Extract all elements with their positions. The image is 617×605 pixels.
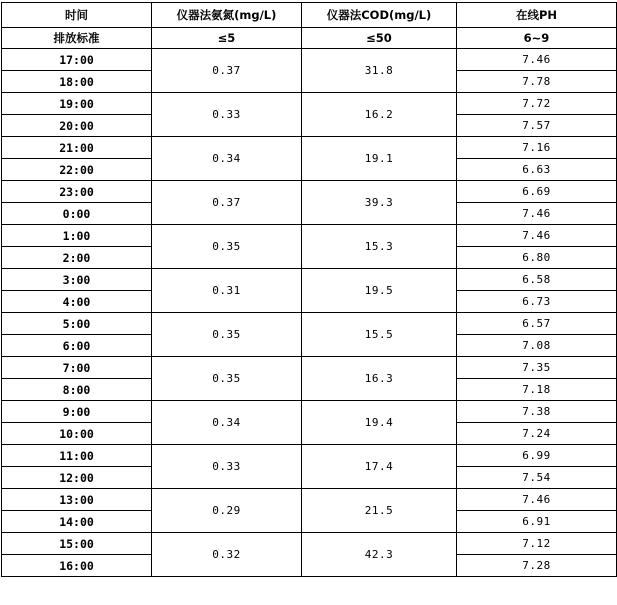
ph-cell: 7.35 [457,357,617,379]
ph-cell: 7.16 [457,137,617,159]
cod-cell: 42.3 [302,533,457,577]
time-cell: 3:00 [2,269,152,291]
ammonia-cell: 0.34 [152,401,302,445]
time-cell: 14:00 [2,511,152,533]
cod-cell: 19.5 [302,269,457,313]
ph-cell: 7.72 [457,93,617,115]
header-ammonia: 仪器法氨氮(mg/L) [152,3,302,28]
time-cell: 5:00 [2,313,152,335]
time-cell: 11:00 [2,445,152,467]
ammonia-cell: 0.31 [152,269,302,313]
standard-ph: 6~9 [457,28,617,49]
ammonia-cell: 0.29 [152,489,302,533]
table-row [2,49,617,71]
time-cell: 20:00 [2,115,152,137]
ph-cell: 7.24 [457,423,617,445]
time-cell: 6:00 [2,335,152,357]
ph-cell: 7.78 [457,71,617,93]
standard-cod: ≤50 [302,28,457,49]
table-body [2,49,617,577]
time-cell: 9:00 [2,401,152,423]
table-row [2,401,617,423]
ph-cell: 6.91 [457,511,617,533]
ph-cell: 7.46 [457,203,617,225]
header-time: 时间 [2,3,152,28]
table-row [2,225,617,247]
ph-cell: 6.57 [457,313,617,335]
table-row [2,181,617,203]
time-cell: 17:00 [2,49,152,71]
header-cod: 仪器法COD(mg/L) [302,3,457,28]
cod-cell: 31.8 [302,49,457,93]
ph-cell: 6.80 [457,247,617,269]
table-row [2,357,617,379]
time-cell: 15:00 [2,533,152,555]
standard-label: 排放标准 [2,28,152,49]
table-row [2,445,617,467]
time-cell: 7:00 [2,357,152,379]
ph-cell: 7.46 [457,489,617,511]
cod-cell: 39.3 [302,181,457,225]
table-row [2,269,617,291]
time-cell: 21:00 [2,137,152,159]
time-cell: 1:00 [2,225,152,247]
ph-cell: 6.58 [457,269,617,291]
ph-cell: 7.46 [457,225,617,247]
monitoring-table [1,2,617,577]
ph-cell: 7.38 [457,401,617,423]
cod-cell: 16.2 [302,93,457,137]
cod-cell: 19.1 [302,137,457,181]
ammonia-cell: 0.35 [152,225,302,269]
cod-cell: 17.4 [302,445,457,489]
ph-cell: 7.54 [457,467,617,489]
cod-cell: 21.5 [302,489,457,533]
ammonia-cell: 0.33 [152,93,302,137]
time-cell: 12:00 [2,467,152,489]
ph-cell: 6.99 [457,445,617,467]
cod-cell: 15.3 [302,225,457,269]
table-row [2,313,617,335]
ph-cell: 7.08 [457,335,617,357]
time-cell: 22:00 [2,159,152,181]
ammonia-cell: 0.35 [152,313,302,357]
header-ph: 在线PH [457,3,617,28]
ammonia-cell: 0.37 [152,49,302,93]
ph-cell: 7.46 [457,49,617,71]
time-cell: 0:00 [2,203,152,225]
time-cell: 10:00 [2,423,152,445]
cod-cell: 19.4 [302,401,457,445]
ammonia-cell: 0.33 [152,445,302,489]
ph-cell: 6.69 [457,181,617,203]
ammonia-cell: 0.35 [152,357,302,401]
ammonia-cell: 0.37 [152,181,302,225]
ph-cell: 7.57 [457,115,617,137]
standard-ammonia: ≤5 [152,28,302,49]
time-cell: 23:00 [2,181,152,203]
header-row [2,3,617,28]
cod-cell: 16.3 [302,357,457,401]
table-row [2,533,617,555]
ammonia-cell: 0.32 [152,533,302,577]
ph-cell: 7.28 [457,555,617,577]
time-cell: 4:00 [2,291,152,313]
ph-cell: 7.18 [457,379,617,401]
time-cell: 19:00 [2,93,152,115]
cod-cell: 15.5 [302,313,457,357]
ph-cell: 6.73 [457,291,617,313]
table-row [2,93,617,115]
table-row [2,137,617,159]
time-cell: 18:00 [2,71,152,93]
standard-row [2,28,617,49]
time-cell: 8:00 [2,379,152,401]
time-cell: 13:00 [2,489,152,511]
ammonia-cell: 0.34 [152,137,302,181]
table-row [2,489,617,511]
ph-cell: 7.12 [457,533,617,555]
time-cell: 2:00 [2,247,152,269]
time-cell: 16:00 [2,555,152,577]
ph-cell: 6.63 [457,159,617,181]
